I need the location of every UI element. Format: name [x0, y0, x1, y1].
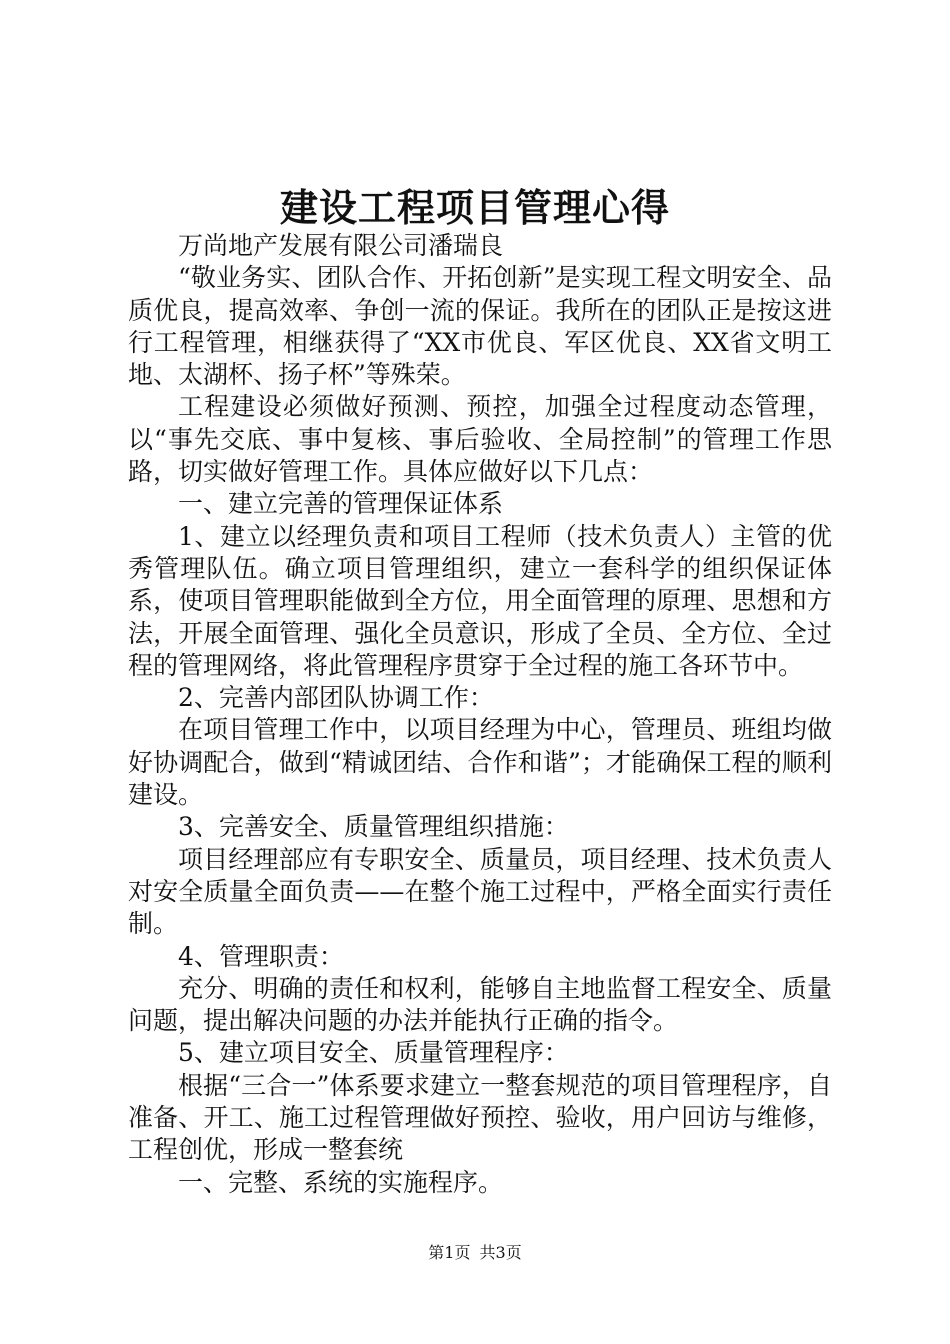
body-paragraph: “敬业务实、团队合作、开拓创新”是实现工程文明安全、品质优良，提高效率、争创一流的保证。我所在的团队正是按这进行工程管理，相继获得了“XX市优良、军区优良、XX省文明工地、太湖杯、扬子杯”等殊荣。 [128, 263, 832, 390]
page-number-total: 共3页 [479, 1243, 522, 1262]
subsection-heading: 3、完善安全、质量管理组织措施： [178, 812, 569, 842]
subsection-heading: 2、完善内部团队协调工作： [178, 683, 494, 713]
subsection-heading: 4、管理职责： [178, 941, 344, 971]
body-paragraph: 根据“三合一”体系要求建立一整套规范的项目管理程序，自准备、开工、施工过程管理做好预控、验收，用户回访与维修，工程创优，形成一整套统 [128, 1070, 832, 1165]
page-footer [0, 1243, 950, 1263]
subsection-heading: 5、建立项目安全、质量管理程序： [178, 1038, 569, 1068]
page-number-current: 第1页 [428, 1243, 471, 1262]
author-line: 万尚地产发展有限公司潘瑞良 [178, 231, 504, 260]
body-paragraph: 在项目管理工作中，以项目经理为中心，管理员、班组均做好协调配合，做到“精诚团结、合作和谐”；才能确保工程的顺利建设。 [128, 715, 832, 810]
body-paragraph: 1、建立以经理负责和项目工程师（技术负责人）主管的优秀管理队伍。确立项目管理组织，建立一套科学的组织保证体系，使项目管理职能做到全方位，用全面管理的原理、思想和方法，开展全面管理、强化全员意识，形成了全员、全方位、全过程的管理网络，将此管理程序贯穿于全过程的施工各环节中。 [128, 521, 832, 680]
section-heading: 一、建立完善的管理保证体系 [178, 489, 504, 519]
body-paragraph: 项目经理部应有专职安全、质量员，项目经理、技术负责人对安全质量全面负责——在整个施工过程中，严格全面实行责任制。 [128, 844, 832, 939]
body-paragraph: 充分、明确的责任和权利，能够自主地监督工程安全、质量问题，提出解决问题的办法并能执行正确的指令。 [128, 973, 832, 1036]
document-body [128, 230, 832, 1199]
body-paragraph: 工程建设必须做好预测、预控，加强全过程度动态管理，以“事先交底、事中复核、事后验收、全局控制”的管理工作思路，切实做好管理工作。具体应做好以下几点： [128, 392, 832, 487]
section-heading: 一、完整、系统的实施程序。 [178, 1167, 504, 1197]
document-title: 建设工程项目管理心得 [279, 185, 670, 230]
